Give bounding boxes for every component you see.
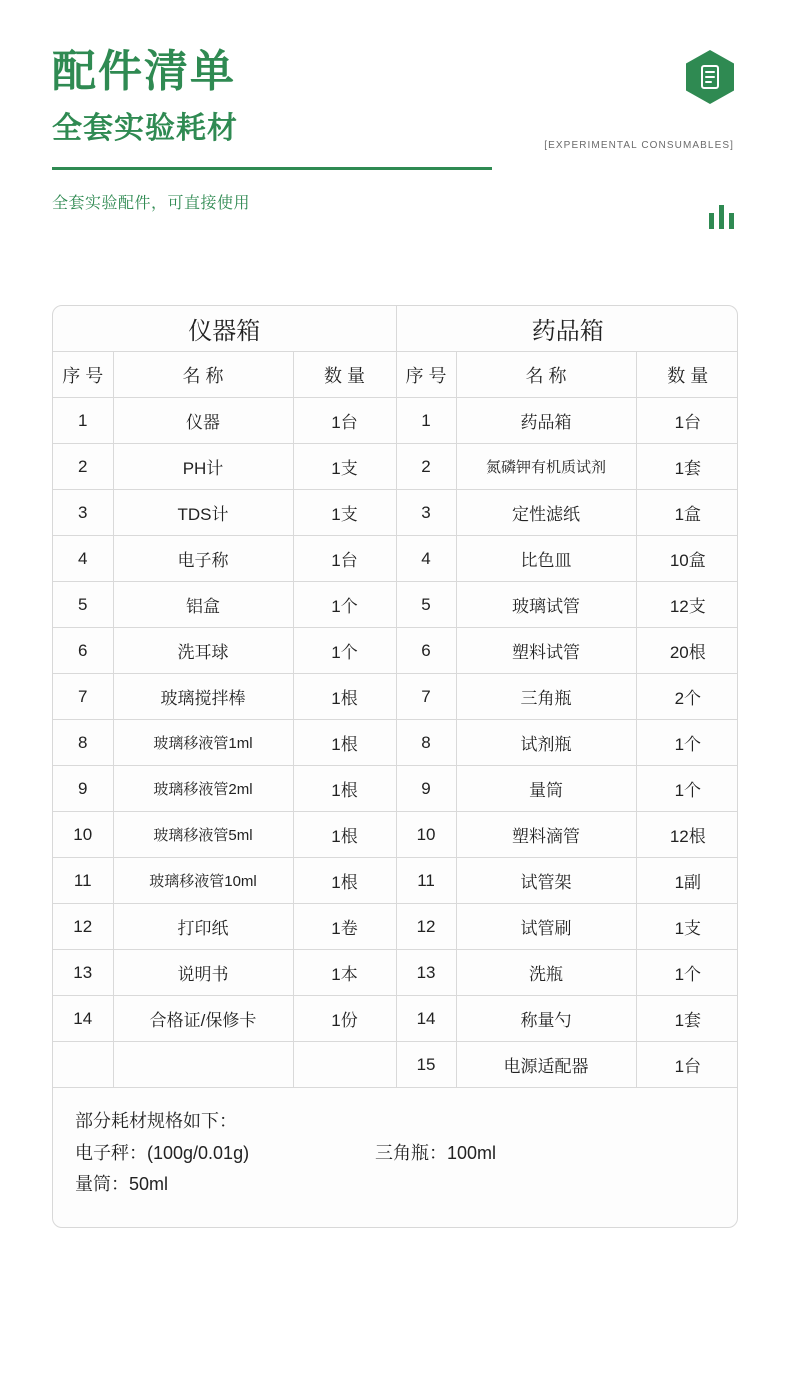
- cell-right-no: 4: [396, 536, 456, 582]
- cell-left-name: 打印纸: [113, 904, 293, 950]
- cell-left-qty: [293, 1042, 396, 1088]
- cell-left-no: 5: [53, 582, 113, 628]
- spec-cylinder: 量筒：50ml: [75, 1174, 169, 1194]
- cell-left-qty: 1根: [293, 674, 396, 720]
- cell-left-qty: 1个: [293, 582, 396, 628]
- cell-left-name: 说明书: [113, 950, 293, 996]
- cell-right-qty: 1副: [636, 858, 738, 904]
- table-row: [53, 674, 738, 720]
- spec-notes-line-1: [75, 1138, 737, 1170]
- cell-right-no: 8: [396, 720, 456, 766]
- table-row: [53, 628, 738, 674]
- cell-right-no: 9: [396, 766, 456, 812]
- cell-left-name: 玻璃移液管10ml: [113, 858, 293, 904]
- table-column-header-row: [53, 352, 738, 398]
- cell-left-name: 玻璃搅拌棒: [113, 674, 293, 720]
- col-header-right-no: 序 号: [396, 352, 456, 398]
- cell-right-qty: 12支: [636, 582, 738, 628]
- cell-left-name: 合格证/保修卡: [113, 996, 293, 1042]
- cell-left-qty: 1份: [293, 996, 396, 1042]
- table-row: [53, 490, 738, 536]
- col-header-left-no: 序 号: [53, 352, 113, 398]
- cell-left-name: 玻璃移液管2ml: [113, 766, 293, 812]
- cell-left-no: 4: [53, 536, 113, 582]
- col-header-left-qty: 数 量: [293, 352, 396, 398]
- page-title: 配件清单: [52, 47, 236, 96]
- cell-right-name: 氮磷钾有机质试剂: [456, 444, 636, 490]
- cell-right-qty: 1套: [636, 444, 738, 490]
- cell-left-qty: 1根: [293, 720, 396, 766]
- cell-left-qty: 1根: [293, 858, 396, 904]
- cell-right-no: 12: [396, 904, 456, 950]
- cell-right-qty: 1套: [636, 996, 738, 1042]
- table-row: [53, 950, 738, 996]
- cell-left-name: 玻璃移液管1ml: [113, 720, 293, 766]
- cell-left-qty: 1台: [293, 536, 396, 582]
- spec-flask: 三角瓶：100ml: [375, 1142, 497, 1163]
- table-row: [53, 444, 738, 490]
- page-subtitle: 全套实验耗材: [52, 112, 238, 146]
- cell-left-no: 11: [53, 858, 113, 904]
- group-title-chemical: 药品箱: [396, 306, 738, 352]
- table-row: [53, 996, 738, 1042]
- cell-right-name: 塑料滴管: [456, 812, 636, 858]
- cell-right-name: 洗瓶: [456, 950, 636, 996]
- cell-right-no: 11: [396, 858, 456, 904]
- cell-left-no: [53, 1042, 113, 1088]
- english-caption: [EXPERIMENTAL CONSUMABLES]: [544, 140, 734, 151]
- cell-right-name: 称量勺: [456, 996, 636, 1042]
- cell-right-qty: 1盒: [636, 490, 738, 536]
- cell-right-no: 13: [396, 950, 456, 996]
- spec-notes: [53, 1088, 737, 1227]
- cell-right-no: 5: [396, 582, 456, 628]
- cell-left-no: 7: [53, 674, 113, 720]
- cell-left-no: 1: [53, 398, 113, 444]
- cell-left-no: 3: [53, 490, 113, 536]
- cell-right-qty: 1个: [636, 766, 738, 812]
- cell-left-qty: 1本: [293, 950, 396, 996]
- cell-right-name: 药品箱: [456, 398, 636, 444]
- cell-right-qty: 1支: [636, 904, 738, 950]
- cell-left-name: 仪器: [113, 398, 293, 444]
- table-row: [53, 1042, 738, 1088]
- cell-left-no: 14: [53, 996, 113, 1042]
- table-row: [53, 812, 738, 858]
- cell-right-name: 塑料试管: [456, 628, 636, 674]
- cell-left-name: [113, 1042, 293, 1088]
- decorative-marks: [709, 205, 734, 229]
- cell-left-name: TDS计: [113, 490, 293, 536]
- header-tagline: 全套实验配件，可直接使用: [52, 195, 251, 213]
- table-row: [53, 398, 738, 444]
- cell-right-name: 比色皿: [456, 536, 636, 582]
- cell-right-no: 7: [396, 674, 456, 720]
- table-row: [53, 858, 738, 904]
- cell-left-no: 6: [53, 628, 113, 674]
- parts-table: [53, 306, 738, 1088]
- cell-right-no: 14: [396, 996, 456, 1042]
- group-title-instrument: 仪器箱: [53, 306, 396, 352]
- cell-right-qty: 1个: [636, 950, 738, 996]
- cell-left-qty: 1支: [293, 444, 396, 490]
- page-header: [0, 0, 790, 213]
- cell-right-name: 量筒: [456, 766, 636, 812]
- cell-left-name: 洗耳球: [113, 628, 293, 674]
- col-header-right-qty: 数 量: [636, 352, 738, 398]
- table-row: [53, 904, 738, 950]
- cell-right-name: 玻璃试管: [456, 582, 636, 628]
- cell-right-qty: 1台: [636, 1042, 738, 1088]
- cell-right-qty: 1个: [636, 720, 738, 766]
- cell-left-qty: 1台: [293, 398, 396, 444]
- cell-left-name: 玻璃移液管5ml: [113, 812, 293, 858]
- cell-left-qty: 1根: [293, 766, 396, 812]
- cell-left-name: 铝盒: [113, 582, 293, 628]
- cell-right-qty: 2个: [636, 674, 738, 720]
- table-row: [53, 720, 738, 766]
- cell-left-name: PH计: [113, 444, 293, 490]
- parts-table-card: [52, 305, 738, 1228]
- cell-right-qty: 20根: [636, 628, 738, 674]
- cell-left-no: 2: [53, 444, 113, 490]
- cell-right-no: 3: [396, 490, 456, 536]
- cell-left-no: 8: [53, 720, 113, 766]
- table-group-header-row: [53, 306, 738, 352]
- spec-scale: 电子秤：(100g/0.01g): [75, 1142, 250, 1163]
- cell-right-no: 1: [396, 398, 456, 444]
- cell-right-qty: 1台: [636, 398, 738, 444]
- col-header-right-name: 名 称: [456, 352, 636, 398]
- cell-left-no: 12: [53, 904, 113, 950]
- header-divider: [52, 167, 492, 170]
- cell-left-qty: 1支: [293, 490, 396, 536]
- cell-left-no: 13: [53, 950, 113, 996]
- cell-right-no: 2: [396, 444, 456, 490]
- cell-right-no: 6: [396, 628, 456, 674]
- cell-right-name: 电源适配器: [456, 1042, 636, 1088]
- spec-notes-heading: 部分耗材规格如下：: [75, 1111, 237, 1131]
- cell-right-name: 试管刷: [456, 904, 636, 950]
- table-row: [53, 536, 738, 582]
- cell-right-qty: 10盒: [636, 536, 738, 582]
- cell-right-no: 15: [396, 1042, 456, 1088]
- cell-right-qty: 12根: [636, 812, 738, 858]
- col-header-left-name: 名 称: [113, 352, 293, 398]
- table-row: [53, 582, 738, 628]
- cell-right-no: 10: [396, 812, 456, 858]
- cell-right-name: 试剂瓶: [456, 720, 636, 766]
- table-row: [53, 766, 738, 812]
- cell-right-name: 定性滤纸: [456, 490, 636, 536]
- cell-left-name: 电子称: [113, 536, 293, 582]
- cell-right-name: 三角瓶: [456, 674, 636, 720]
- cell-right-name: 试管架: [456, 858, 636, 904]
- cell-left-qty: 1卷: [293, 904, 396, 950]
- cell-left-no: 9: [53, 766, 113, 812]
- cell-left-qty: 1根: [293, 812, 396, 858]
- cell-left-qty: 1个: [293, 628, 396, 674]
- cell-left-no: 10: [53, 812, 113, 858]
